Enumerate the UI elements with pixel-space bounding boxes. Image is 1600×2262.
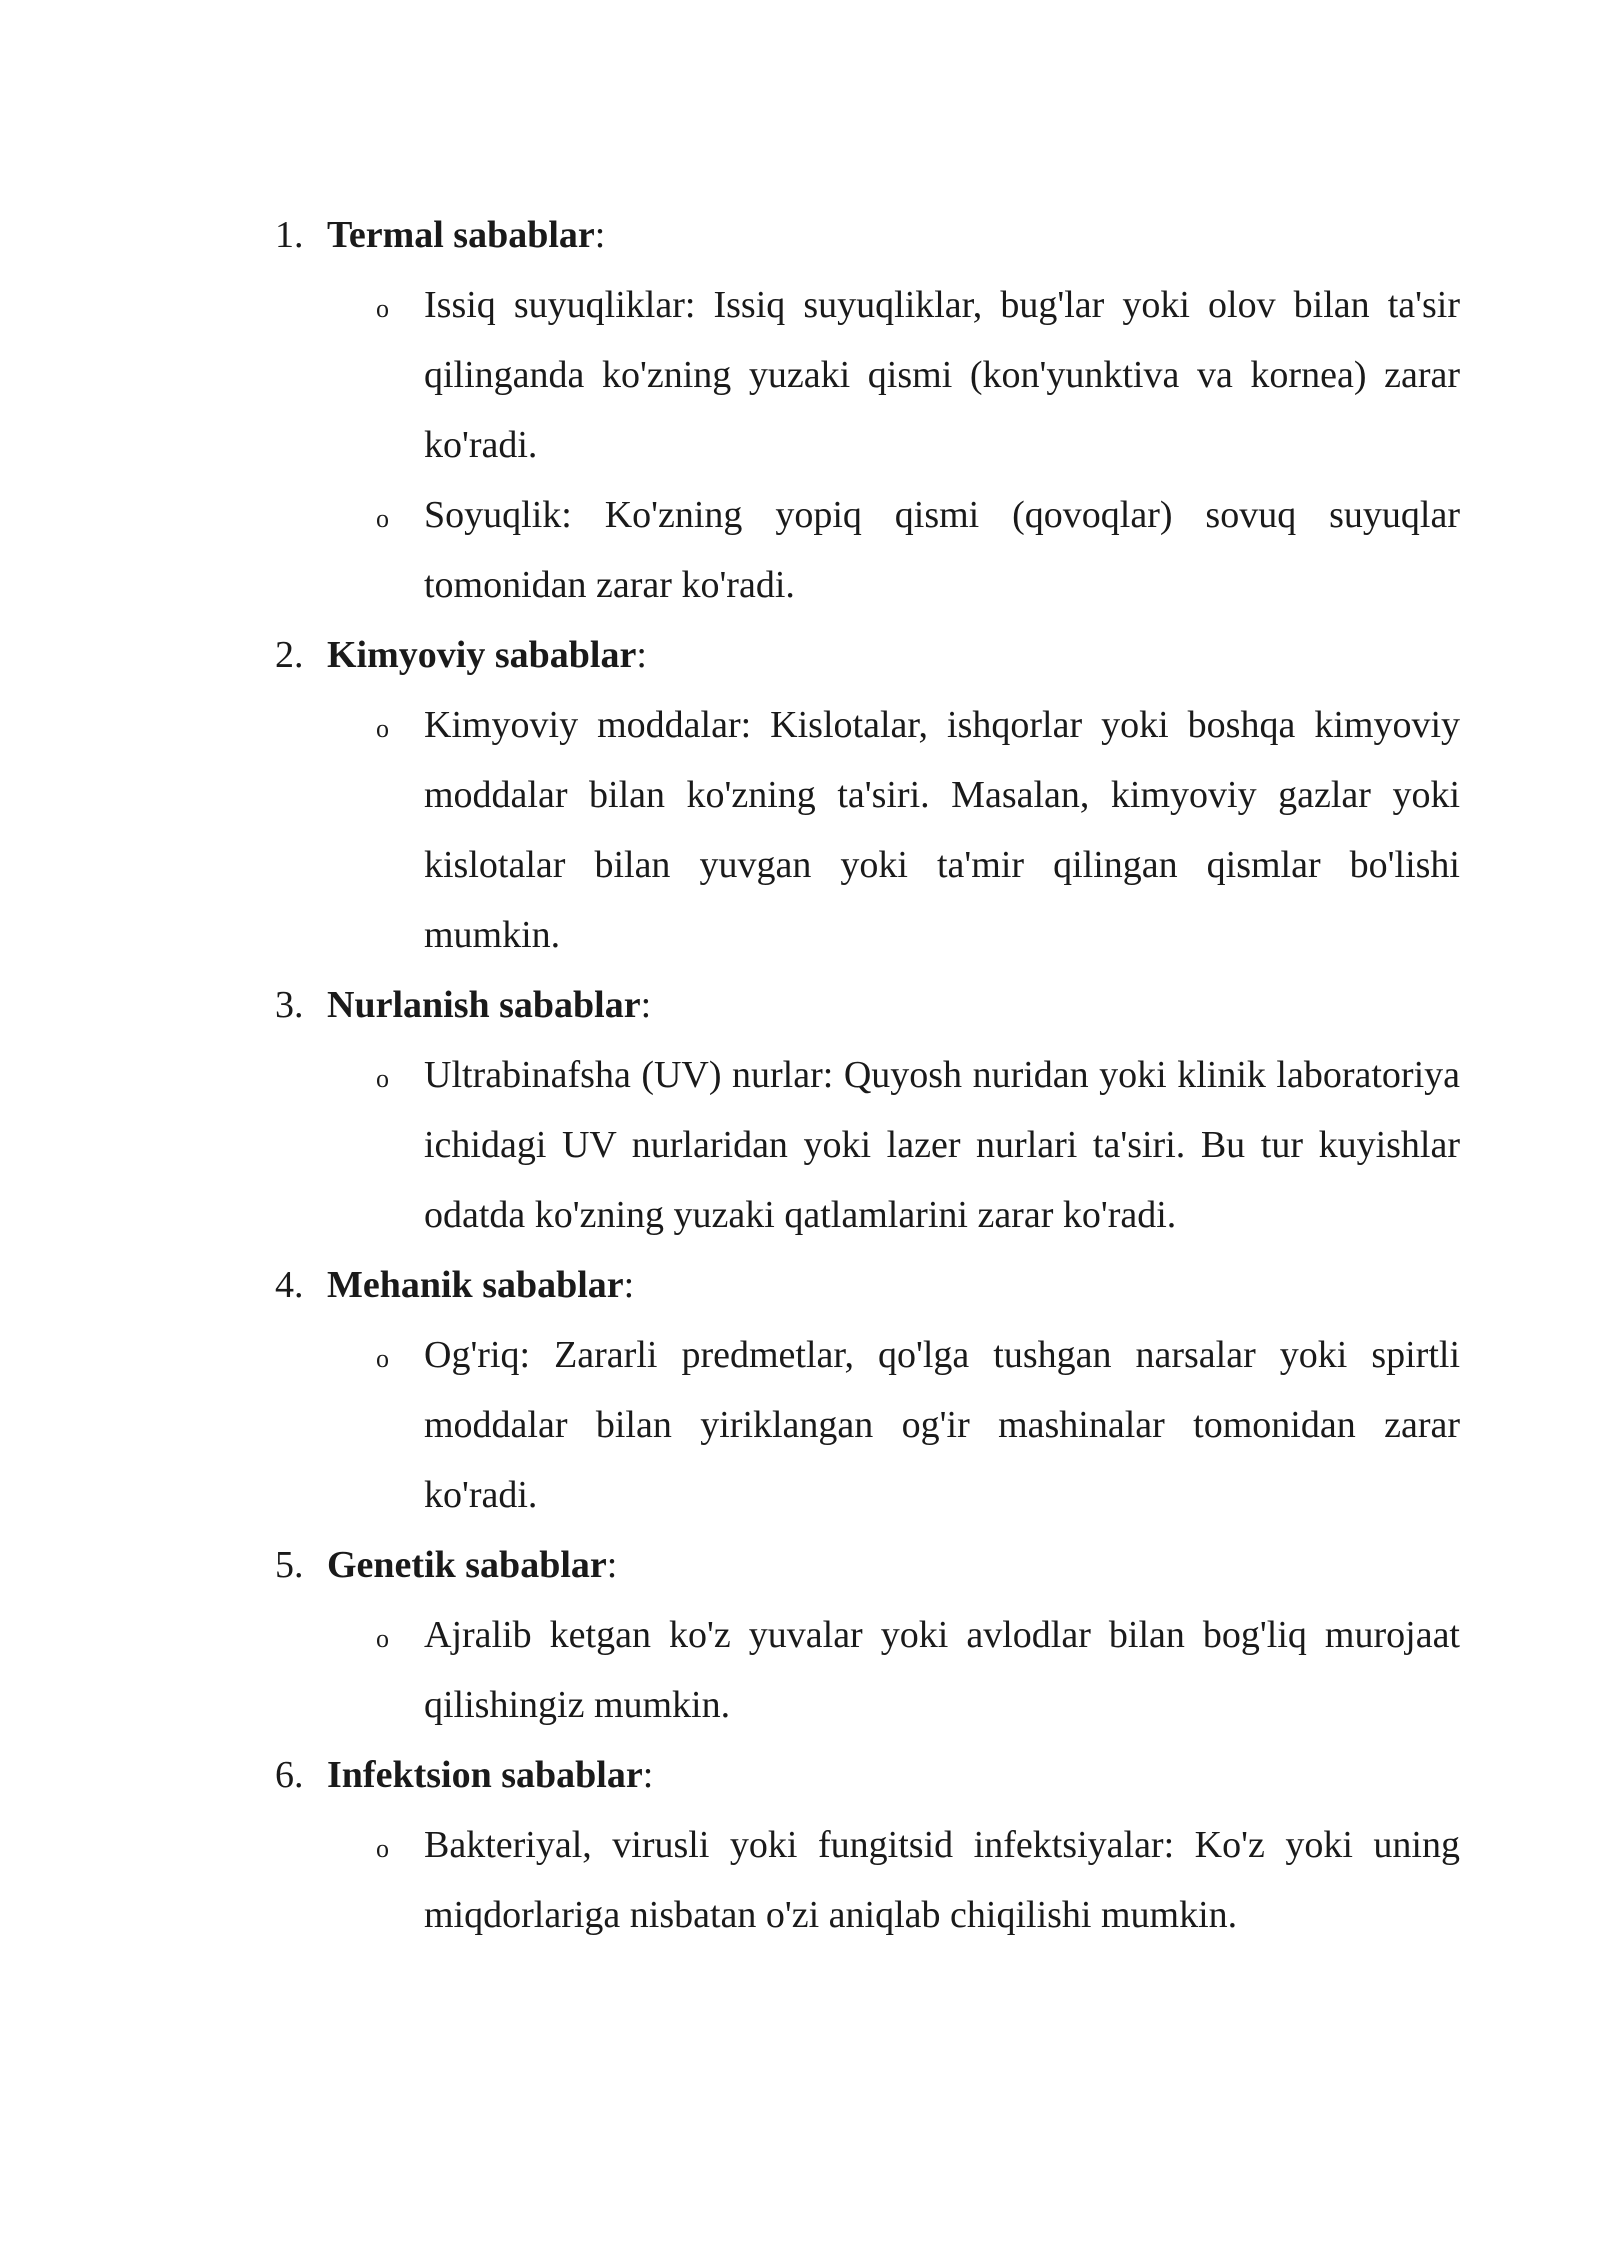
section-heading [275, 620, 1460, 690]
section-number: 3. [275, 984, 304, 1026]
section-nurlanish [275, 970, 1460, 1250]
section-genetik [275, 1530, 1460, 1740]
bullet-icon: o [376, 1624, 389, 1653]
sub-list [275, 690, 1460, 970]
sub-list [275, 1600, 1460, 1740]
section-number: 2. [275, 634, 304, 676]
section-kimyoviy [275, 620, 1460, 970]
heading-colon: : [623, 1264, 635, 1306]
bullet-icon: o [376, 294, 389, 323]
heading-colon: : [606, 1544, 618, 1586]
section-heading [275, 1250, 1460, 1320]
list-item [275, 1040, 1460, 1250]
section-title: Genetik sabablar [327, 1544, 607, 1586]
bullet-icon: o [376, 1064, 389, 1093]
list-item [275, 1320, 1460, 1530]
section-mehanik [275, 1250, 1460, 1530]
item-text: Ultrabinafsha (UV) nurlar: Quyosh nuridan yoki klinik laboratoriya ichidagi UV nurlaridan yoki lazer nurlari ta'siri. Bu tur kuyishlar odatda ko'zning yuzaki qatlamlarini zarar ko'radi. [424, 1054, 1460, 1236]
section-heading [275, 1530, 1460, 1600]
sub-list [275, 1320, 1460, 1530]
section-heading [275, 1740, 1460, 1810]
list-item [275, 690, 1460, 970]
section-heading [275, 970, 1460, 1040]
sub-list [275, 1040, 1460, 1250]
item-text: Og'riq: Zararli predmetlar, qo'lga tushgan narsalar yoki spirtli moddalar bilan yiriklangan og'ir mashinalar tomonidan zarar ko'radi. [424, 1334, 1460, 1516]
causes-list [275, 200, 1460, 1950]
item-text: Kimyoviy moddalar: Kislotalar, ishqorlar yoki boshqa kimyoviy moddalar bilan ko'zning ta'siri. Masalan, kimyoviy gazlar yoki kislotalar bilan yuvgan yoki ta'mir qilingan qismlar bo'lishi mumkin. [424, 704, 1460, 956]
section-infektsion [275, 1740, 1460, 1950]
section-heading [275, 200, 1460, 270]
bullet-icon: o [376, 1834, 389, 1863]
item-text: Soyuqlik: Ko'zning yopiq qismi (qovoqlar) sovuq suyuqlar tomonidan zarar ko'radi. [424, 494, 1460, 606]
section-title: Mehanik sabablar [327, 1264, 624, 1306]
section-number: 4. [275, 1264, 304, 1306]
heading-colon: : [594, 214, 606, 256]
list-item [275, 1600, 1460, 1740]
section-number: 1. [275, 214, 304, 256]
section-number: 5. [275, 1544, 304, 1586]
heading-colon: : [636, 634, 647, 676]
section-title: Termal sabablar [327, 214, 595, 256]
item-text: Issiq suyuqliklar: Issiq suyuqliklar, bug'lar yoki olov bilan ta'sir qilinganda ko'zning yuzaki qismi (kon'yunktiva va kornea) zarar ko'radi. [424, 284, 1460, 466]
bullet-icon: o [376, 504, 389, 533]
bullet-icon: o [376, 1344, 389, 1373]
heading-colon: : [642, 1754, 654, 1796]
section-termal [275, 200, 1460, 620]
heading-colon: : [640, 984, 652, 1026]
item-text: Bakteriyal, virusli yoki fungitsid infektsiyalar: Ko'z yoki uning miqdorlariga nisbatan o'zi aniqlab chiqilishi mumkin. [424, 1824, 1460, 1936]
list-item [275, 270, 1460, 480]
section-title: Infektsion sabablar [327, 1754, 643, 1796]
sub-list [275, 270, 1460, 620]
bullet-icon: o [376, 714, 389, 743]
section-title: Nurlanish sabablar [327, 984, 641, 1026]
sub-list [275, 1810, 1460, 1950]
item-text: Ajralib ketgan ko'z yuvalar yoki avlodlar bilan bog'liq murojaat qilishingiz mumkin. [424, 1614, 1460, 1726]
section-title: Kimyoviy sabablar [327, 634, 637, 676]
list-item [275, 480, 1460, 620]
list-item [275, 1810, 1460, 1950]
section-number: 6. [275, 1754, 304, 1796]
